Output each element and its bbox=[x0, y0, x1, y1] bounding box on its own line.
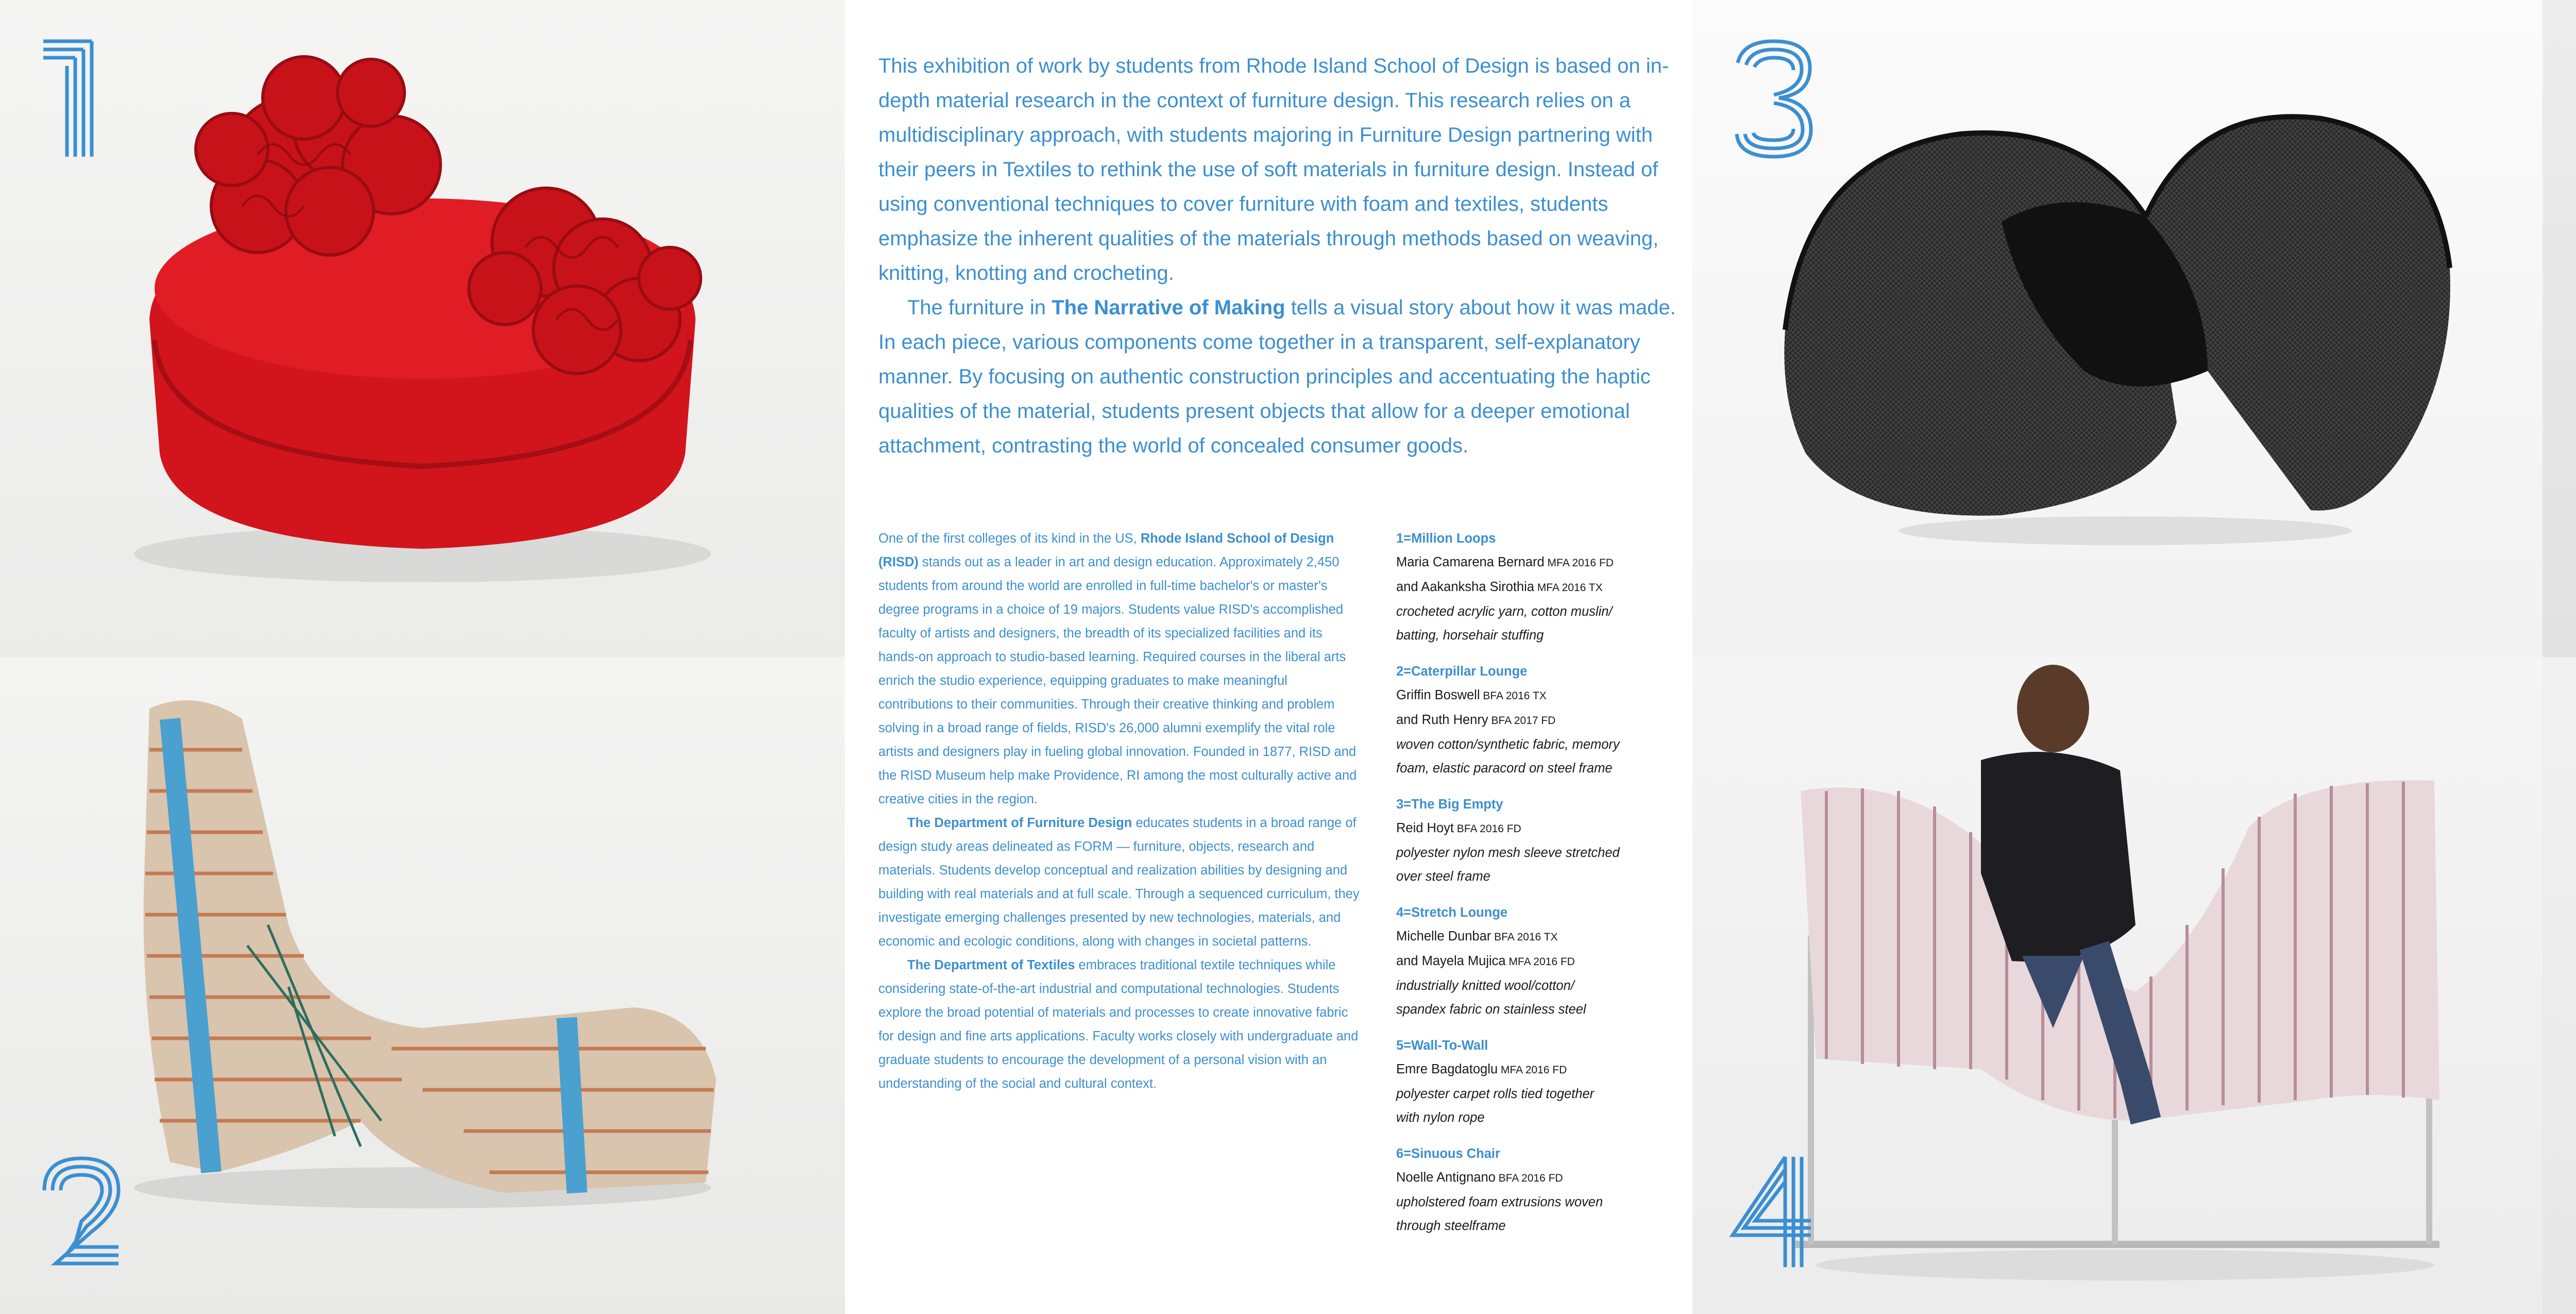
credit-materials: over steel frame bbox=[1396, 869, 1490, 884]
credit-materials: woven cotton/synthetic fabric, memory bbox=[1396, 737, 1620, 752]
credit-designer bbox=[1396, 550, 1685, 575]
designer-program: MFA 2016 FD bbox=[1498, 1064, 1567, 1076]
credit-materials: with nylon rope bbox=[1396, 1110, 1485, 1125]
numeral-1-icon bbox=[40, 37, 97, 161]
risd-name: Rhode Island School of Design (RISD) bbox=[878, 531, 1334, 569]
credit-item bbox=[1396, 527, 1685, 647]
credit-materials: through steelframe bbox=[1396, 1219, 1506, 1233]
intro-p2-lead: The furniture in bbox=[907, 296, 1052, 319]
million-loops-illustration bbox=[0, 0, 845, 657]
textiles-dept-paragraph bbox=[878, 953, 1363, 1096]
credit-designer bbox=[1396, 924, 1685, 949]
credit-materials: crocheted acrylic yarn, cotton muslin/ bbox=[1396, 604, 1613, 619]
exhibition-title: The Narrative of Making bbox=[1052, 296, 1285, 319]
about-risd-paragraph bbox=[878, 527, 1363, 811]
numeral-2-icon bbox=[40, 1154, 123, 1268]
designer-name: Reid Hoyt bbox=[1396, 821, 1454, 835]
credit-materials: polyester nylon mesh sleeve stretched bbox=[1396, 846, 1620, 860]
credits-list bbox=[1396, 527, 1685, 1250]
designer-program: MFA 2016 TX bbox=[1534, 582, 1603, 594]
intro-p2-rest: tells a visual story about how it was made. In each piece, various components come together in a transparent, self-explanatory manner. By focusing on authentic construction principles and accentuating the haptic qualities of the material, students present objects that allow for a deeper emotional attachment, contrasting the world of concealed consumer goods. bbox=[878, 296, 1676, 457]
credit-item bbox=[1396, 1034, 1685, 1130]
designer-program: BFA 2016 TX bbox=[1491, 931, 1558, 943]
credit-designer bbox=[1396, 1166, 1685, 1190]
credit-item bbox=[1396, 1142, 1685, 1238]
credit-designer bbox=[1396, 708, 1685, 733]
credit-item bbox=[1396, 660, 1685, 780]
photo-million-loops bbox=[0, 0, 845, 657]
credit-title: 1=Million Loops bbox=[1396, 531, 1496, 546]
designer-name: Griffin Boswell bbox=[1396, 688, 1480, 702]
big-empty-illustration bbox=[1692, 0, 2543, 657]
credit-title: 2=Caterpillar Lounge bbox=[1396, 664, 1528, 679]
credit-designer bbox=[1396, 949, 1685, 974]
designer-name: and Ruth Henry bbox=[1396, 713, 1488, 727]
credit-designer bbox=[1396, 575, 1685, 600]
photo-caterpillar-lounge bbox=[0, 657, 845, 1314]
designer-program: BFA 2016 FD bbox=[1453, 823, 1521, 835]
about-risd-lead: One of the first colleges of its kind in the US, bbox=[878, 531, 1141, 546]
credit-designer bbox=[1396, 1057, 1685, 1082]
credit-designer bbox=[1396, 683, 1685, 708]
designer-program: BFA 2017 FD bbox=[1488, 715, 1556, 727]
photo-stretch-lounge bbox=[1692, 657, 2543, 1314]
sinuous-chair-illustration bbox=[2543, 657, 2576, 1314]
wall-to-wall-illustration bbox=[2543, 0, 2576, 657]
designer-name: and Aakanksha Sirothia bbox=[1396, 580, 1534, 594]
designer-name: Michelle Dunbar bbox=[1396, 929, 1492, 944]
credit-title: 5=Wall-To-Wall bbox=[1396, 1038, 1488, 1053]
text-column bbox=[845, 0, 1692, 1314]
credit-materials: upholstered foam extrusions woven bbox=[1396, 1195, 1603, 1209]
credit-materials: foam, elastic paracord on steel frame bbox=[1396, 761, 1613, 776]
stretch-lounge-illustration bbox=[1692, 657, 2543, 1314]
about-text bbox=[878, 527, 1363, 1096]
numeral-4-icon bbox=[1728, 1153, 1816, 1271]
designer-name: Maria Camarena Bernard bbox=[1396, 555, 1545, 569]
photo-the-big-empty bbox=[1692, 0, 2543, 657]
caterpillar-lounge-illustration bbox=[0, 657, 845, 1314]
about-risd-rest: stands out as a leader in art and design education. Approximately 2,450 students from around the world are enrolled in full-time bachelor's or master's degree programs in a choice of 19 majors. Students value RISD's accomplished faculty of artists and designers, the breadth of its specialized facilities and its hands-on approach to studio-based learning. Required courses in the liberal arts enrich the studio experience, equipping graduates to make meaningful contributions to their communities. Through their creative thinking and problem solving in a broad range of fields, RISD's 26,000 alumni exemplify the vital role artists and designers play in fueling global innovation. Founded in 1877, RISD and the RISD Museum help make Providence, RI among the most culturally active and creative cities in the region. bbox=[878, 555, 1357, 806]
credit-materials: batting, horsehair stuffing bbox=[1396, 628, 1544, 643]
credit-title: 3=The Big Empty bbox=[1396, 797, 1503, 812]
designer-name: and Mayela Mujica bbox=[1396, 954, 1506, 968]
credit-materials: polyester carpet rolls tied together bbox=[1396, 1087, 1595, 1101]
intro-paragraph-2 bbox=[878, 291, 1685, 463]
numeral-3-icon bbox=[1733, 37, 1815, 161]
photo-wall-to-wall bbox=[2543, 0, 2576, 657]
furniture-dept-name: The Department of Furniture Design bbox=[907, 816, 1132, 830]
credit-designer bbox=[1396, 816, 1685, 841]
photo-sinuous-chair bbox=[2543, 657, 2576, 1314]
credit-materials: industrially knitted wool/cotton/ bbox=[1396, 979, 1574, 993]
designer-program: BFA 2016 FD bbox=[1495, 1172, 1563, 1184]
credit-title: 6=Sinuous Chair bbox=[1396, 1147, 1500, 1161]
textiles-dept-text: embraces traditional textile techniques while considering state-of-the-art industrial and computational technologies. Students explore the broad potential of materials and processes to create innovative fabric for design and fine arts applications. Faculty works closely with undergraduate and graduate students to encourage the development of a personal vision with an understanding of the social and cultural context. bbox=[878, 958, 1359, 1091]
designer-name: Emre Bagdatoglu bbox=[1396, 1062, 1498, 1076]
designer-name: Noelle Antignano bbox=[1396, 1170, 1496, 1185]
intro-paragraph-1: This exhibition of work by students from Rhode Island School of Design is based on in-depth material research in the context of furniture design. This research relies on a multidisciplinary approach, with students majoring in Furniture Design partnering with their peers in Textiles to rethink the use of soft materials in furniture design. Instead of using conventional techniques to cover furniture with foam and textiles, students emphasize the inherent qualities of the materials through methods based on weaving, knitting, knotting and crocheting. bbox=[878, 55, 1669, 284]
credit-item bbox=[1396, 901, 1685, 1021]
designer-program: MFA 2016 FD bbox=[1544, 557, 1614, 569]
intro-text bbox=[878, 49, 1685, 463]
credit-item bbox=[1396, 793, 1685, 888]
furniture-dept-text: educates students in a broad range of design study areas delineated as FORM — furniture, objects, research and materials. Students develop conceptual and realization abilities by designing and building with real materials and at full scale. Through a sequenced curriculum, they investigate emerging challenges presented by new technologies, materials, and economic and ecologic conditions, along with changes in societal patterns. bbox=[878, 816, 1360, 949]
designer-program: MFA 2016 FD bbox=[1505, 956, 1575, 968]
designer-program: BFA 2016 TX bbox=[1480, 690, 1547, 702]
furniture-dept-paragraph bbox=[878, 811, 1363, 953]
credit-title: 4=Stretch Lounge bbox=[1396, 905, 1508, 920]
credit-materials: spandex fabric on stainless steel bbox=[1396, 1002, 1586, 1017]
textiles-dept-name: The Department of Textiles bbox=[907, 958, 1075, 972]
